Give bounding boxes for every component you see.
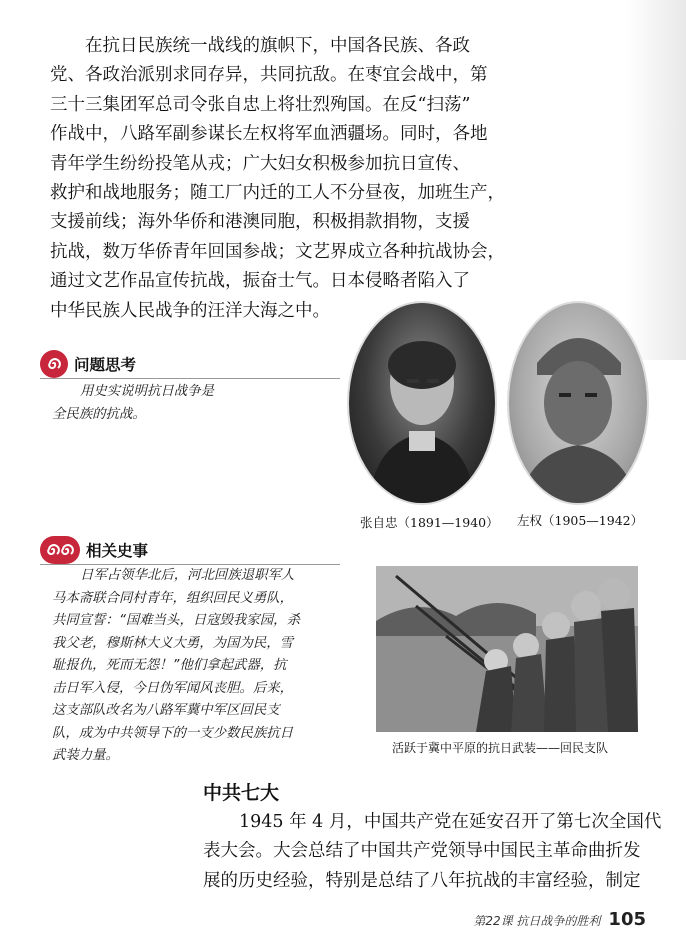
history-line: 武装力量。 [52,748,119,763]
intro-line: 党、各政治派别求同存异，共同抗敌。在枣宜会战中，第 [50,65,488,86]
intro-line: 青年学生纷纷投笔从戎；广大妇女积极参加抗日宣传、 [50,153,470,174]
intro-paragraph [50,32,642,326]
intro-line: 救护和战地服务；随工厂内迁的工人不分昼夜，加班生产， [50,183,505,204]
intro-line: 支援前线；海外华侨和港澳同胞，积极捐款捐物，支援 [50,212,470,233]
history-line: 这支部队改名为八路军冀中军区回民支 [52,703,280,718]
history-line: 马本斋联合同村青年，组织回民义勇队， [52,590,294,606]
photo-soldiers-illustration [376,566,638,732]
portrait-zhang-zizhong [349,303,495,503]
chapter-label: 第22课 抗日战争的胜利 [473,914,601,928]
page-footer [473,909,646,930]
history-line: 耻报仇，死而无怨！”他们拿起武器，抗 [52,658,287,673]
portrait-caption-zhang: 张自忠（1891—1940） [360,515,499,530]
portrait-caption-zuo: 左权（1905—1942） [517,513,644,528]
history-line: 我父老，穆斯林大义大勇，为国为民，雪 [52,635,294,651]
intro-line: 在抗日民族统一战线的旗帜下，中国各民族、各政 [85,36,470,56]
intro-line: 中华民族人民战争的汪洋大海之中。 [50,300,330,321]
section-title: 中共七大 [203,782,280,804]
question-box-title: 问题思考 [74,356,137,374]
intro-line: 抗战，数万华侨青年回国参战；文艺界成立各种抗战协会， [50,241,505,262]
intro-line: 三十三集团军总司令张自忠上将壮烈殉国。在反“扫荡” [50,94,471,115]
portrait-zhang-figure [349,303,495,503]
section-paragraph [203,808,662,896]
section-line: 1945 年 4 月，中国共产党在延安召开了第七次全国代 [239,812,662,832]
history-line: 共同宣誓：“国难当头，日寇毁我家园，杀 [52,613,300,628]
history-line: 队，成为中共领导下的一支少数民族抗日 [52,725,294,741]
question-box-header [40,350,136,378]
question-box-body [52,381,342,426]
question-line: 用史实说明抗日战争是 [80,384,214,399]
question-line: 全民族的抗战。 [52,406,146,422]
question-box-rule [40,378,340,379]
portrait-zuo-figure [509,303,647,503]
intro-line: 通过文艺作品宣传抗战，振奋士气。日本侵略者陷入了 [50,271,470,292]
history-box-body [52,565,348,768]
history-line: 击日军入侵，今日伪军闻风丧胆。后来， [52,680,294,696]
history-box-title: 相关史事 [86,542,149,560]
intro-line: 作战中，八路军副参谋长左权将军血洒疆场。同时，各地 [50,124,488,145]
spiral-icon [40,350,68,378]
history-box-header [40,536,148,564]
history-line: 日军占领华北后，河北回族退职军人 [80,568,295,583]
double-spiral-icon [40,536,80,564]
portrait-zuo-quan [509,303,647,503]
page-number: 105 [608,909,646,930]
photo-caption: 活跃于冀中平原的抗日武装——回民支队 [392,741,609,755]
section-line: 表大会。大会总结了中国共产党领导中国民主革命曲折发 [203,841,641,862]
section-line: 展的历史经验，特别是总结了八年抗战的丰富经验，制定 [203,870,641,891]
historical-photo-hui-detachment [376,566,638,732]
